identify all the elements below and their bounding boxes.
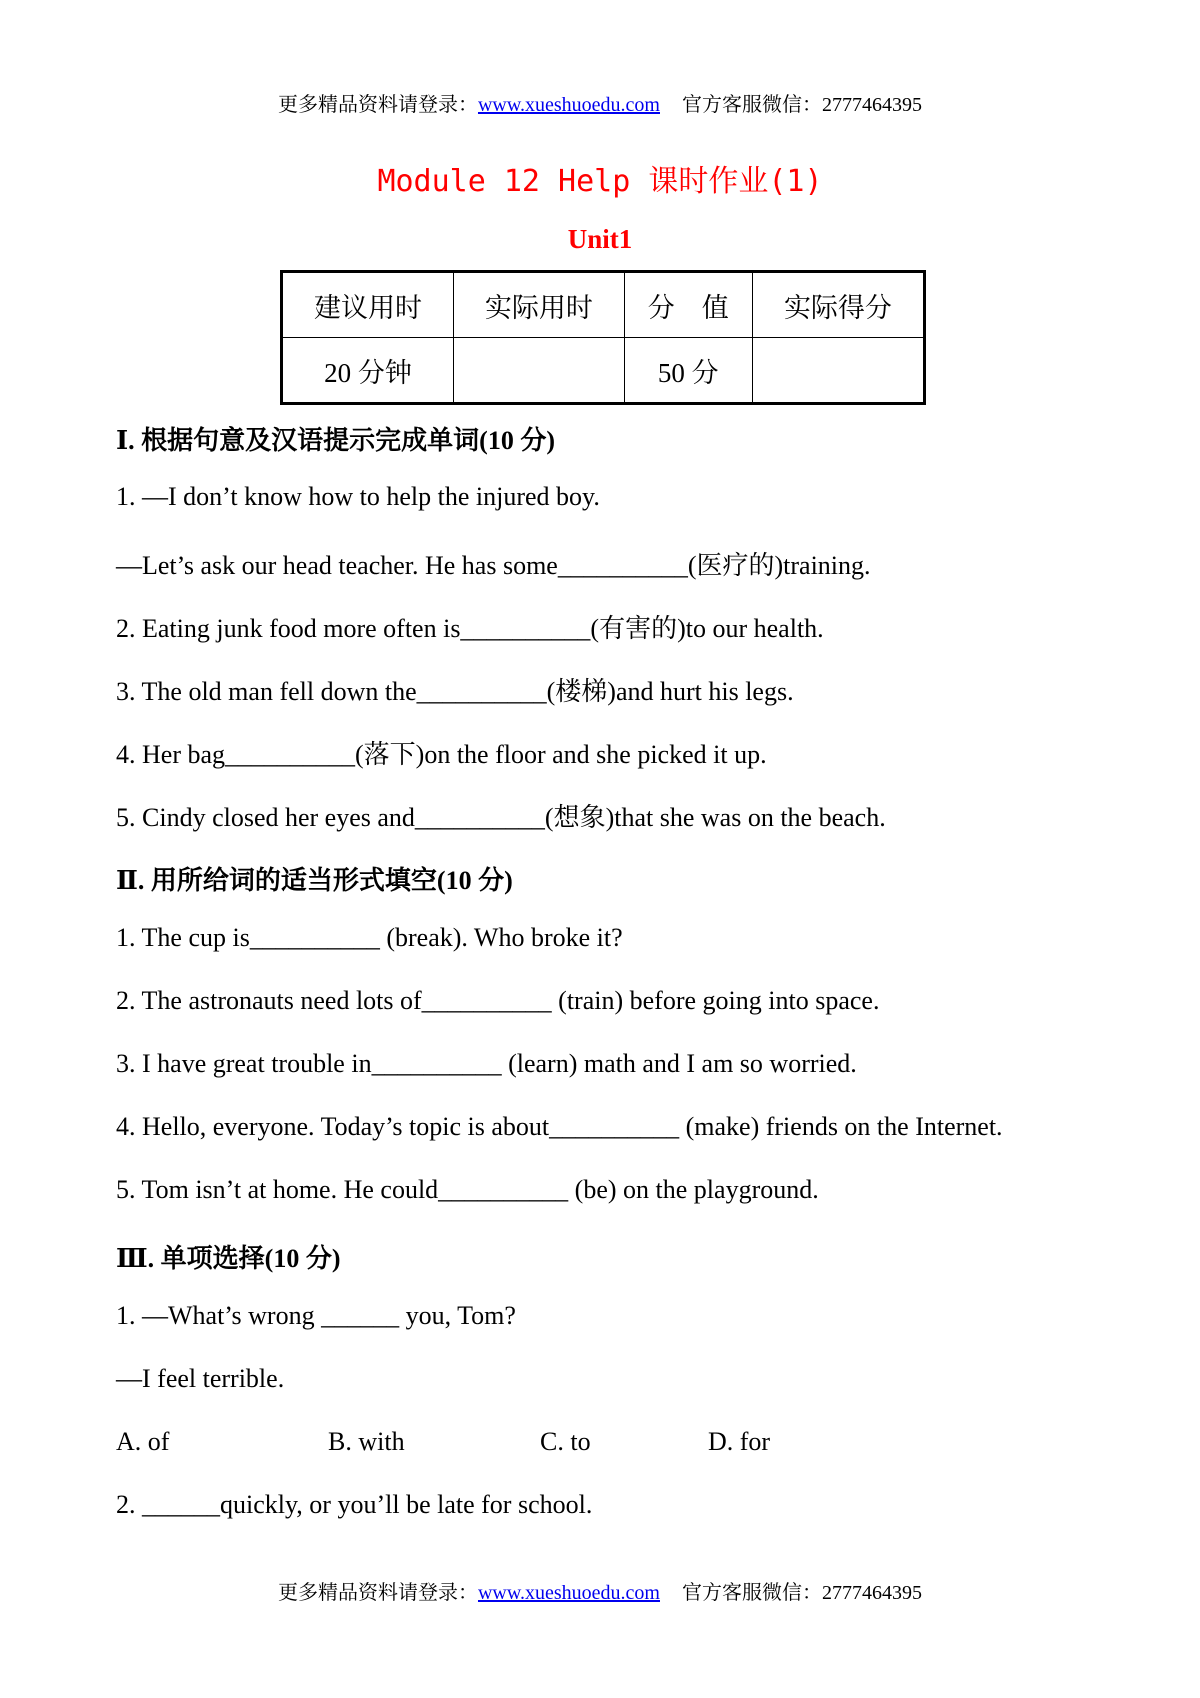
page-header — [0, 88, 1200, 117]
section-3-heading: Ⅲ. 单项选择(10 分) — [116, 1244, 341, 1273]
table-value-row — [282, 338, 925, 404]
page-footer — [0, 1576, 1200, 1605]
option-b: B. with — [328, 1427, 405, 1456]
header-service: 官方客服微信：2777464395 — [682, 94, 922, 116]
question-line: 5. Tom isn’t at home. He could__________ (be) on the playground. — [116, 1175, 819, 1204]
question-line: 2. Eating junk food more often is__________(有害的)to our health. — [116, 614, 824, 643]
option-a: A. of — [116, 1427, 170, 1456]
footer-prefix: 更多精品资料请登录： — [277, 1582, 478, 1604]
question-line: 3. The old man fell down the__________(楼梯)and hurt his legs. — [116, 677, 794, 706]
section-1-heading: Ⅰ. 根据句意及汉语提示完成单词(10 分) — [116, 426, 555, 455]
section-2-heading: Ⅱ. 用所给词的适当形式填空(10 分) — [116, 866, 513, 895]
table-value-cell: 20 分钟 — [282, 338, 454, 404]
table-header-cell: 分 值 — [624, 272, 752, 338]
question-line: 3. I have great trouble in__________ (learn) math and I am so worried. — [116, 1049, 857, 1078]
question-line: 4. Her bag__________(落下)on the floor and she picked it up. — [116, 740, 767, 769]
option-c: C. to — [540, 1427, 591, 1456]
table-header-cell: 实际得分 — [752, 272, 924, 338]
question-line: 4. Hello, everyone. Today’s topic is about__________ (make) friends on the Internet. — [116, 1112, 1003, 1141]
footer-service: 官方客服微信：2777464395 — [682, 1582, 922, 1604]
page-title: Module 12 Help 课时作业(1) — [377, 164, 823, 199]
table-value-cell: 50 分 — [624, 338, 752, 404]
question-line: 1. —What’s wrong ______ you, Tom? — [116, 1301, 516, 1330]
table-header-cell: 实际用时 — [454, 272, 625, 338]
option-d: D. for — [708, 1427, 771, 1456]
table-header-cell: 建议用时 — [282, 272, 454, 338]
question-line: 2. The astronauts need lots of__________ (train) before going into space. — [116, 986, 880, 1015]
unit-heading: Unit1 — [567, 224, 633, 254]
table-value-cell[interactable] — [752, 338, 924, 404]
score-table — [280, 270, 926, 405]
header-prefix: 更多精品资料请登录： — [277, 94, 478, 116]
table-value-cell[interactable] — [454, 338, 625, 404]
question-line: 1. The cup is__________ (break). Who broke it? — [116, 923, 623, 952]
question-line: —I feel terrible. — [116, 1364, 285, 1393]
question-line: 5. Cindy closed her eyes and__________(想象)that she was on the beach. — [116, 803, 886, 832]
question-line: 2. ______quickly, or you’ll be late for school. — [116, 1490, 593, 1519]
footer-link[interactable]: www.xueshuoedu.com — [477, 1582, 660, 1604]
question-line: —Let’s ask our head teacher. He has some__________(医疗的)training. — [116, 551, 871, 580]
table-header-row — [282, 272, 925, 338]
question-line: 1. —I don’t know how to help the injured boy. — [116, 482, 600, 511]
header-link[interactable]: www.xueshuoedu.com — [477, 94, 660, 116]
